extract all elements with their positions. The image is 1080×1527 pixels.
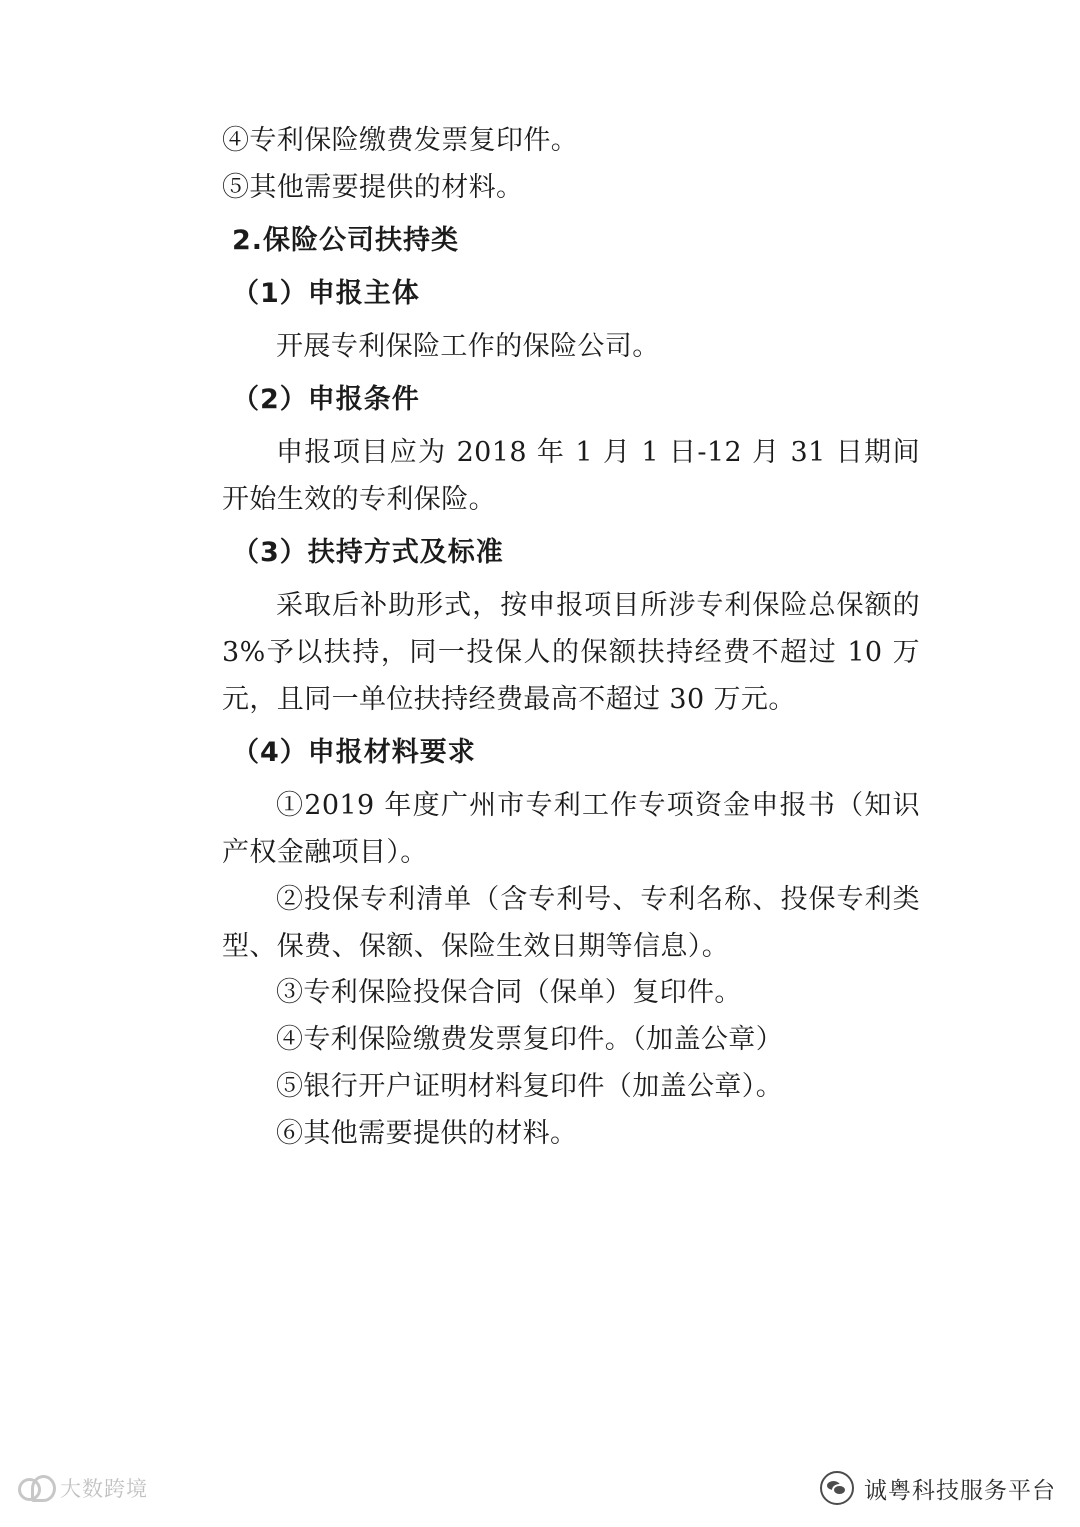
list-item: ③专利保险投保合同（保单）复印件。	[276, 977, 742, 1009]
watermark-left-label: 大数跨境	[60, 1477, 148, 1501]
list-item: ⑤银行开户证明材料复印件（加盖公章）。	[276, 1071, 784, 1103]
subsection-heading: （1）申报主体	[232, 277, 420, 309]
list-item: ⑥其他需要提供的材料。	[276, 1118, 578, 1150]
paragraph: 申报项目应为 2018 年 1 月 1 日-12 月 31 日期间开始生效的专利保险。	[222, 436, 920, 515]
wechat-icon	[820, 1471, 854, 1505]
subsection-heading: （4）申报材料要求	[232, 736, 476, 768]
subsection-heading: （2）申报条件	[232, 383, 420, 415]
paragraph: ②投保专利清单（含专利号、专利名称、投保专利类型、保费、保额、保险生效日期等信息）。	[222, 883, 920, 962]
paragraph: 采取后补助形式，按申报项目所涉专利保险总保额的 3%予以扶持，同一投保人的保额扶持经费不超过 10 万元，且同一单位扶持经费最高不超过 30 万元。	[222, 589, 920, 715]
document-body	[222, 118, 920, 1158]
watermark-left	[18, 1473, 148, 1503]
infinity-logo-icon	[18, 1475, 52, 1501]
subsection-heading: （3）扶持方式及标准	[232, 536, 504, 568]
list-item: ④专利保险缴费发票复印件。（加盖公章）	[276, 1024, 784, 1056]
paragraph: ①2019 年度广州市专利工作专项资金申报书（知识产权金融项目）。	[222, 789, 920, 868]
watermark-right-label: 诚粤科技服务平台	[864, 1477, 1056, 1504]
section-heading: 2.保险公司扶持类	[232, 224, 460, 256]
watermark-right	[820, 1471, 1056, 1505]
list-item: ④专利保险缴费发票复印件。	[222, 125, 579, 156]
list-item: ⑤其他需要提供的材料。	[222, 171, 524, 203]
paragraph: 开展专利保险工作的保险公司。	[276, 330, 660, 362]
